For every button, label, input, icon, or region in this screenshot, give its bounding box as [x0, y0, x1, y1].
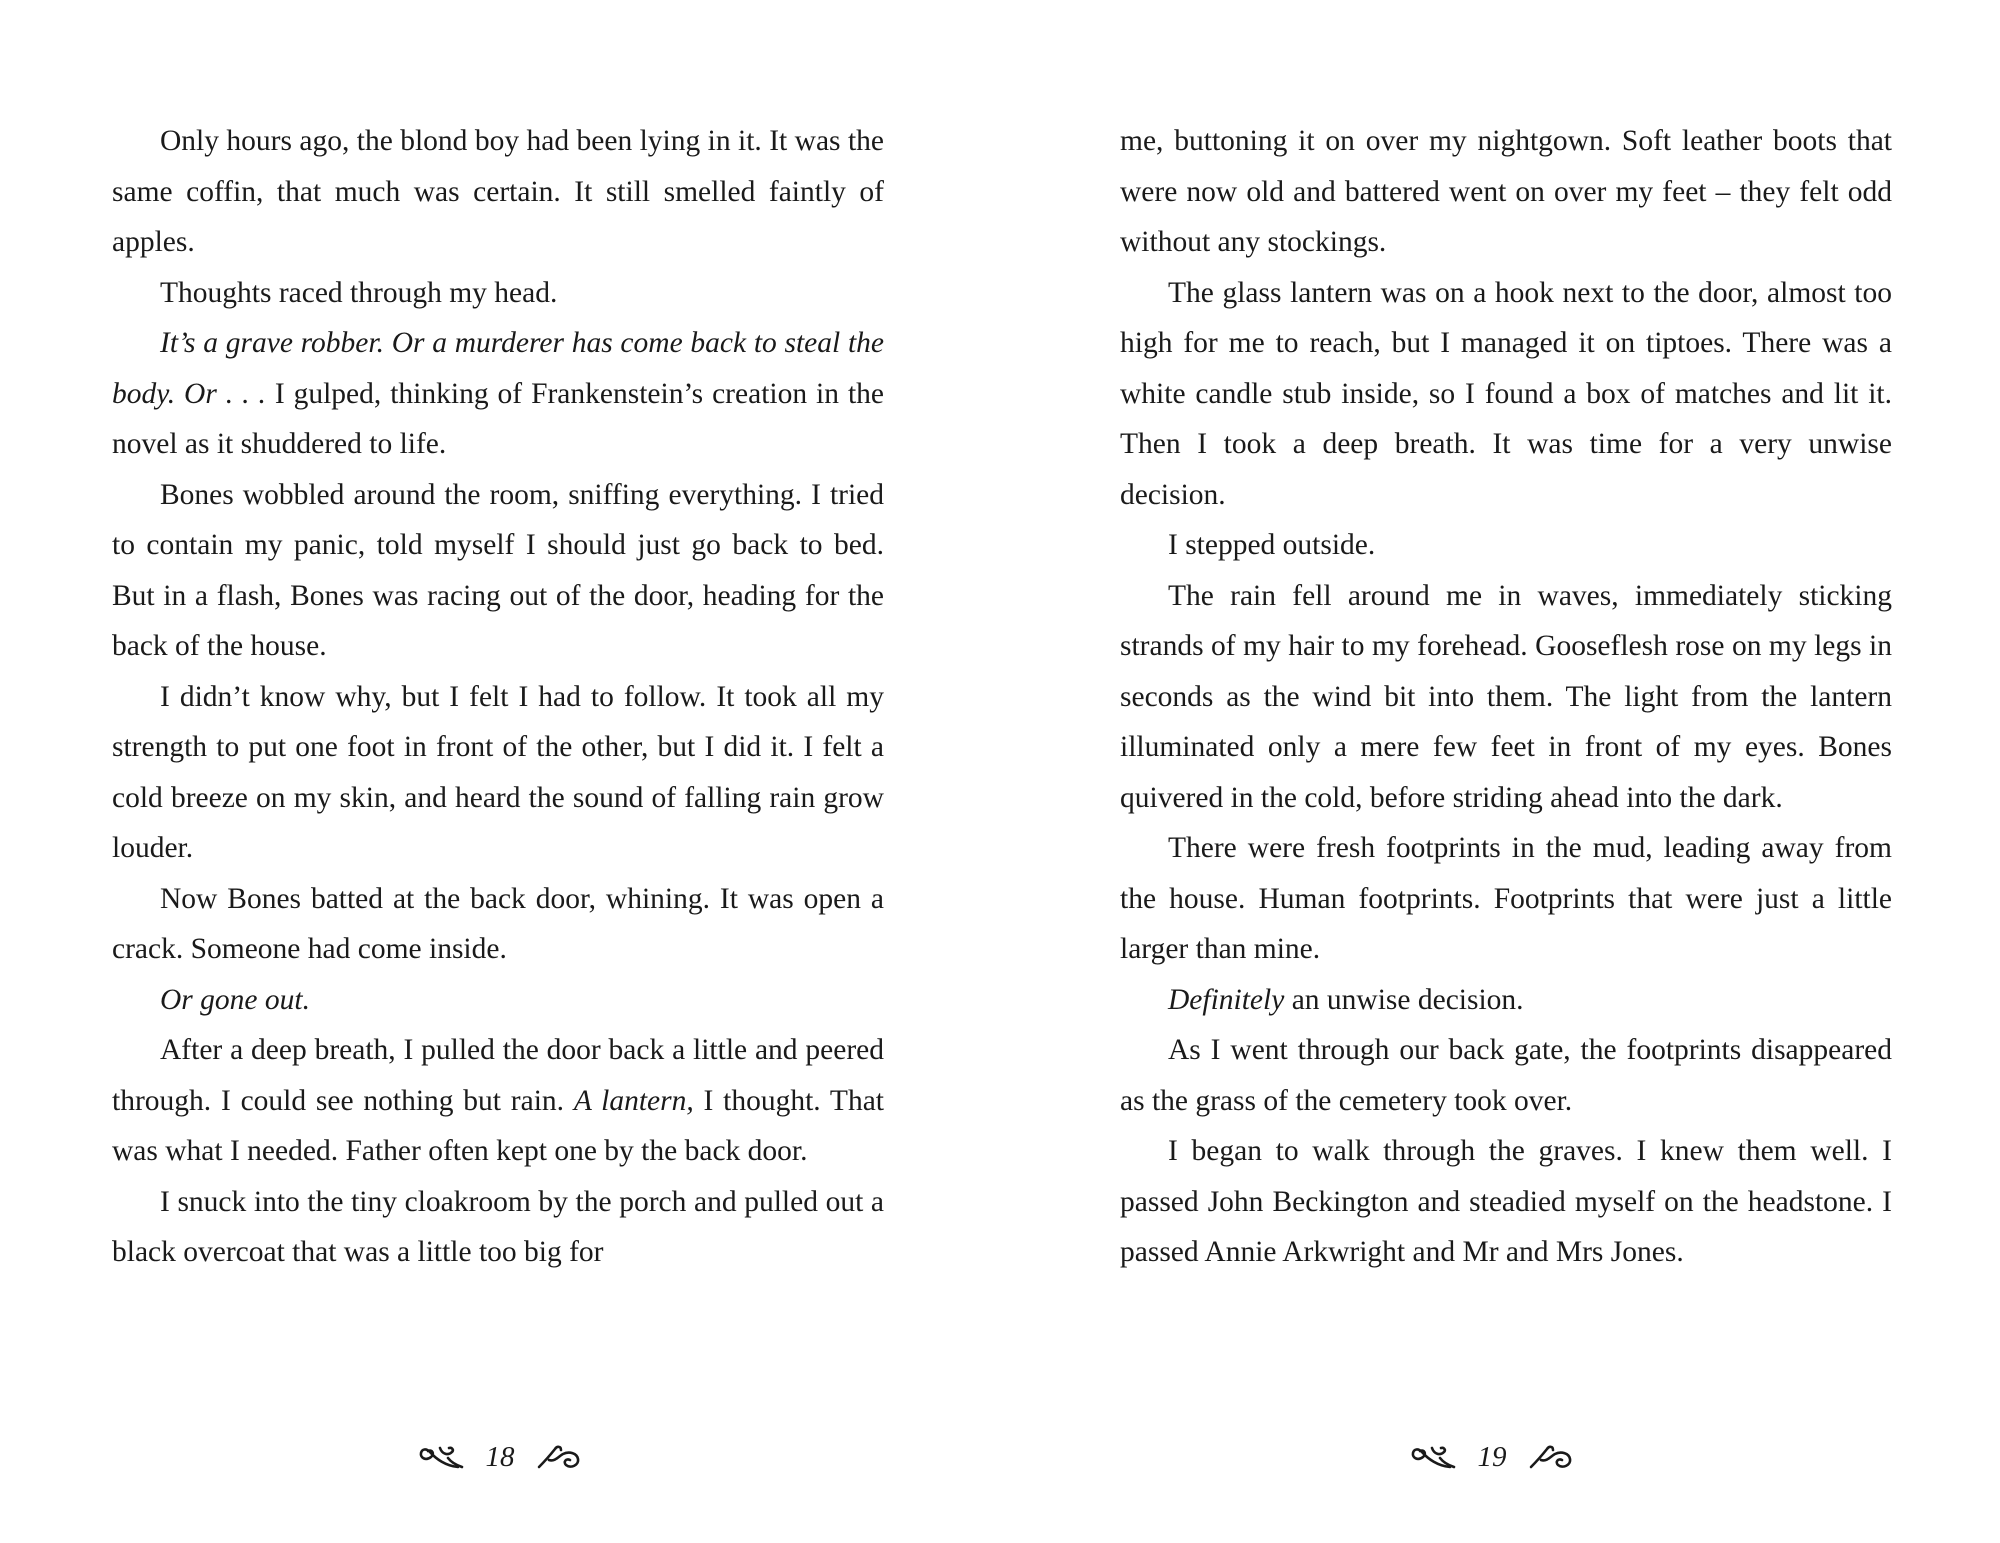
- body-text: Bones wobbled around the room, sniffing everything. I tried to contain my panic, told myself I should just go back to bed. But in a flash, Bones was racing out of the door, heading for the back of the house.: [112, 478, 884, 662]
- body-text: me, buttoning it on over my nightgown. Soft leather boots that were now old and battered went on over my feet – they felt odd without any stockings.: [1120, 125, 1892, 258]
- paragraph: [1120, 268, 1892, 521]
- paragraph: [1120, 1126, 1892, 1278]
- body-text: I snuck into the tiny cloakroom by the porch and pulled out a black overcoat that was a little too big for: [112, 1185, 884, 1268]
- body-text: Now Bones batted at the back door, whining. It was open a crack. Someone had come inside.: [112, 882, 884, 965]
- paragraph: [112, 116, 884, 268]
- page-number: 18: [485, 1440, 515, 1473]
- body-text: Thoughts raced through my head.: [160, 276, 558, 309]
- italic-text: Definitely: [1168, 983, 1285, 1016]
- body-text: Only hours ago, the blond boy had been lying in it. It was the same coffin, that much was certain. It still smelled faintly of apples.: [112, 125, 884, 258]
- paragraph: [1120, 823, 1892, 975]
- right-page-footer: [1342, 1432, 1642, 1482]
- paragraph: [112, 874, 884, 975]
- left-page-footer: [350, 1432, 650, 1482]
- left-flourish-icon: [418, 1442, 468, 1472]
- paragraph: [112, 1025, 884, 1177]
- right-flourish-icon: [533, 1442, 583, 1472]
- paragraph: [1120, 975, 1892, 1026]
- right-page: [1000, 0, 2000, 1543]
- paragraph: [112, 268, 884, 319]
- body-text: The rain fell around me in waves, immediately sticking strands of my hair to my forehead. Gooseflesh rose on my legs in seconds as the wind bit into them. The light from the lantern illuminated only a mere few feet in front of my eyes. Bones quivered in the cold, before striding ahead into the dark.: [1120, 579, 1892, 814]
- left-flourish-icon: [1410, 1442, 1460, 1472]
- right-flourish-icon: [1525, 1442, 1575, 1472]
- paragraph: [1120, 116, 1892, 268]
- body-text: As I went through our back gate, the footprints disappeared as the grass of the cemetery took over.: [1120, 1034, 1892, 1117]
- paragraph: [112, 1177, 884, 1278]
- body-text: I began to walk through the graves. I knew them well. I passed John Beckington and steadied myself on the headstone. I passed Annie Arkwright and Mr and Mrs Jones.: [1120, 1135, 1892, 1268]
- paragraph: [1120, 1025, 1892, 1126]
- paragraph: [112, 975, 884, 1026]
- paragraph: [1120, 520, 1892, 571]
- body-text: I gulped, thinking of Frankenstein’s creation in the novel as it shuddered to life.: [112, 377, 884, 460]
- body-text: The glass lantern was on a hook next to the door, almost too high for me to reach, but I managed it on tiptoes. There was a white candle stub inside, so I found a box of matches and lit it. Then I took a deep breath. It was time for a very unwise decision.: [1120, 276, 1892, 511]
- body-text: After a deep breath, I pulled the door back a little and peered through. I could see nothing but rain.: [112, 1034, 884, 1117]
- left-page-text: [112, 116, 884, 1278]
- paragraph: [1120, 571, 1892, 824]
- body-text: I didn’t know why, but I felt I had to follow. It took all my strength to put one foot in front of the other, but I did it. I felt a cold breeze on my skin, and heard the sound of falling rain grow louder.: [112, 680, 884, 864]
- page-number: 19: [1477, 1440, 1507, 1473]
- body-text: an unwise decision.: [1284, 983, 1524, 1016]
- paragraph: [112, 318, 884, 470]
- italic-text: Or gone out.: [160, 983, 310, 1016]
- paragraph: [112, 672, 884, 874]
- paragraph: [112, 470, 884, 672]
- right-page-text: [1120, 116, 1892, 1278]
- body-text: I stepped outside.: [1168, 529, 1376, 561]
- italic-text: A lantern,: [573, 1084, 694, 1117]
- body-text: There were fresh footprints in the mud, leading away from the house. Human footprints. Footprints that were just a little larger than mine.: [1120, 832, 1892, 965]
- body-text: I thought. That was what I needed. Father often kept one by the back door.: [112, 1084, 884, 1167]
- italic-text: It’s a grave robber. Or a murderer has come back to steal the body. Or . . .: [112, 327, 884, 410]
